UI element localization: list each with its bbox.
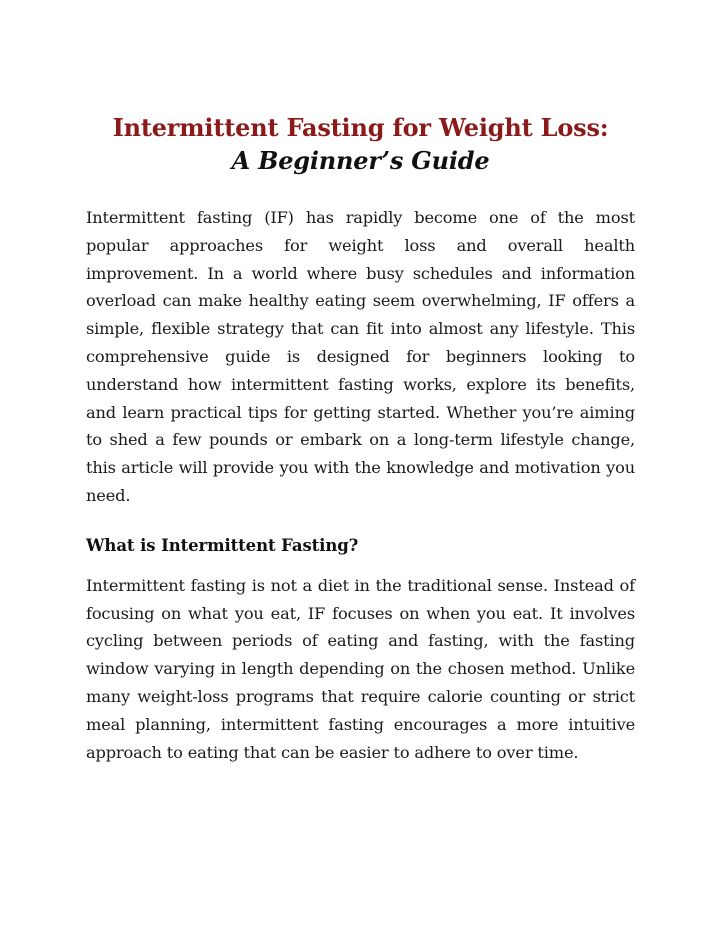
intro-paragraph: Intermittent fasting (IF) has rapidly become one of the most popular approaches for weight loss and overall health improvement. In a world where busy schedules and information overload can make healthy eating seem overwhelming, IF offers a simple, flexible strategy that can fit into almost any lifestyle. This comprehensive guide is designed for beginners looking to understand how intermittent fasting works, explore its benefits, and learn practical tips for getting started. Whether you’re aiming to shed a few pounds or embark on a long-term lifestyle change, this article will provide you with the knowledge and motivation you need. [86,208,635,505]
document-subtitle: A Beginner’s Guide [231,146,490,175]
section-heading: What is Intermittent Fasting? [86,535,359,555]
section-paragraph: Intermittent fasting is not a diet in the traditional sense. Instead of focusing on what you eat, IF focuses on when you eat. It involves cycling between periods of eating and fasting, with the fasting window varying in length depending on the chosen method. Unlike many weight-loss programs that require calorie counting or strict meal planning, intermittent fasting encourages a more intuitive approach to eating that can be easier to adhere to over time. [86,575,635,762]
document-page [86,112,635,766]
document-title: Intermittent Fasting for Weight Loss: [112,113,609,142]
